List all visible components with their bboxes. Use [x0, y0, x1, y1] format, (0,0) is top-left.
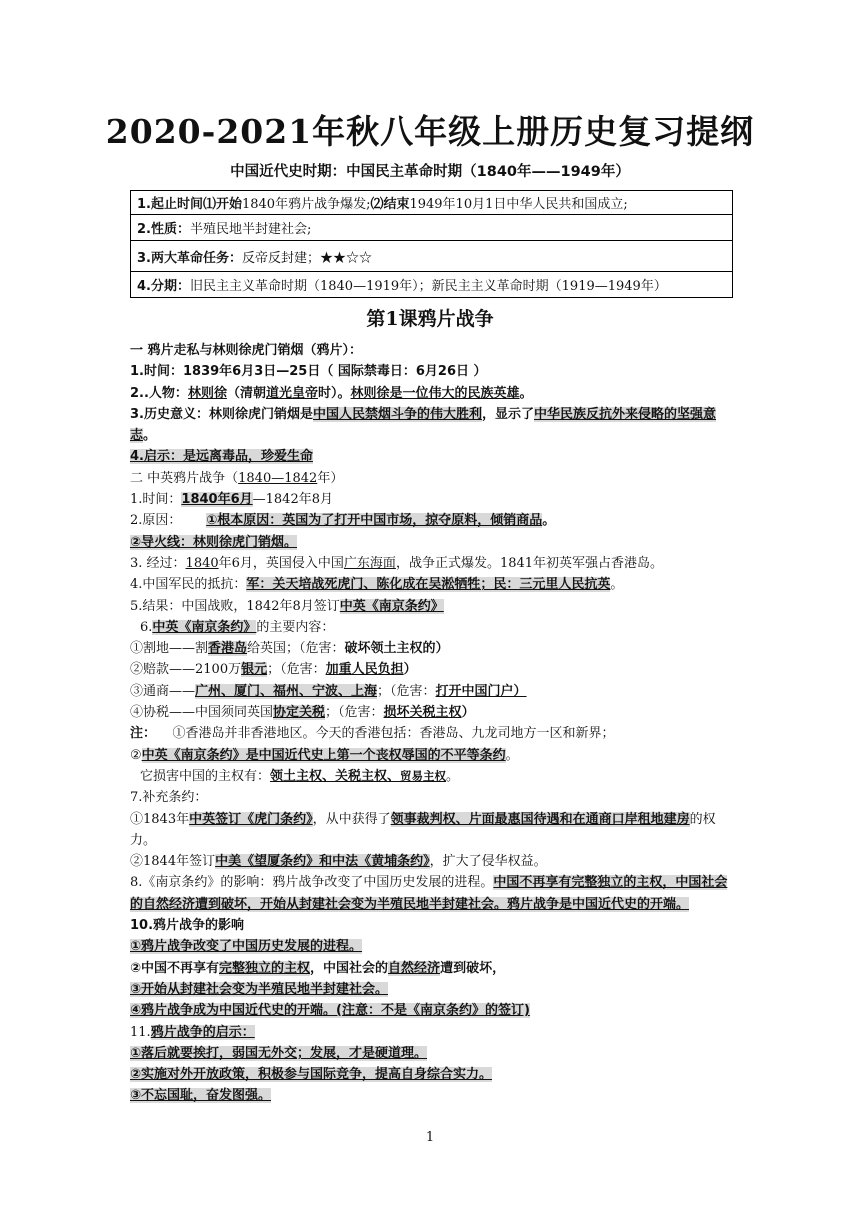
s2-cause-root: 2.原因： ①根本原因：英国为了打开中国市场，掠夺原料，倾销商品。: [130, 513, 556, 529]
s2-time: 1.时间：1840年6月—1842年8月: [130, 492, 333, 508]
s2-lessons-heading: 11.鸦片战争的启示：: [130, 1024, 255, 1040]
page-number: 1: [425, 1130, 435, 1145]
s2-term-tariff: ④协税——中国须同英国协定关税；（危害：损坏关税主权）: [130, 705, 475, 721]
summary-row-nature: [131, 215, 733, 241]
s2-supplementary-heading: 7.补充条约：: [130, 790, 208, 806]
s2-term-indemnity: ②赔款——2100万银元；（危害：加重人民负担）: [130, 662, 417, 678]
s1-significance: 3.历史意义：林则徐虎门销烟是中国人民禁烟斗争的伟大胜利，显示了中华民族反抗外来侵略的坚强意志。: [130, 406, 717, 444]
lesson-title: 第1课鸦片战争: [366, 308, 494, 330]
s1-person: 2..人物：林则徐（清朝道光皇帝时）。林则徐是一位伟大的民族英雄。: [130, 385, 533, 401]
s2-term-cession: ①割地——割香港岛给英国；（危害：破坏领土主权的）: [130, 641, 449, 657]
summary-time-end: 1949年10月1日中华人民共和国成立;: [409, 197, 628, 212]
s2-resistance: 4.中国军民的抵抗：军：关天培战死虎门、陈化成在吴淞牺牲；民：三元里人民抗英。: [130, 577, 624, 593]
s2-process: 3. 经过：1840年6月，英国侵入中国广东海面，战争正式爆发。1841年初英军强占香港岛。: [130, 555, 664, 571]
s2-term-trade: ③通商——广州、厦门、福州、宁波、上海；（危害：打开中国门户）: [130, 683, 527, 699]
s2-effects-heading: 10.鸦片战争的影响: [130, 918, 245, 934]
s1-lesson: 4.启示：是远离毒品，珍爱生命: [130, 449, 313, 465]
summary-row-periods: [131, 272, 733, 298]
section2-heading: 二 中英鸦片战争（1840—1842年）: [130, 470, 344, 486]
s2-sovereignty-harm: 它损害中国的主权有：领土主权、关税主权、贸易主权。: [140, 768, 460, 784]
summary-table: [130, 190, 733, 298]
s2-effect-4: ④鸦片战争成为中国近代史的开端。(注意：不是《南京条约》的签订): [130, 1003, 530, 1019]
summary-tasks-text: 反帝反封建；★★☆☆: [241, 250, 372, 266]
summary-periods-label: 4.分期：: [137, 279, 190, 294]
section1-heading: 一 鸦片走私与林则徐虎门销烟（鸦片）：: [130, 343, 363, 358]
summary-tasks-label: 3.两大革命任务：: [137, 250, 242, 266]
summary-periods-text: 旧民主主义革命时期（1840—1919年）；新民主主义革命时期（1919—1949年）: [189, 279, 667, 294]
s2-result: 5.结果：中国战败，1842年8月签订中英《南京条约》: [130, 598, 444, 614]
summary-time-end-label: ⑵结束: [370, 197, 410, 212]
s2-effect-3: ③开始从封建社会变为半殖民地半封建社会。: [130, 981, 389, 997]
summary-nature-text: 半殖民地半封建社会;: [189, 222, 312, 237]
summary-time-label: 1.起止时间⑴开始: [137, 197, 242, 212]
s2-effect-2: ②中国不再享有完整独立的主权，中国社会的自然经济遭到破坏，: [130, 960, 506, 976]
s2-lesson-1: ①落后就要挨打，弱国无外交；发展，才是硬道理。: [130, 1045, 428, 1061]
summary-row-tasks: [131, 241, 733, 272]
s2-supplementary-1844: ②1844年签订中美《望厦条约》和中法《黄埔条约》，扩大了侵华权益。: [130, 854, 547, 870]
s2-note-treaty: ②中英《南京条约》是中国近代史上第一个丧权辱国的不平等条约。: [130, 747, 519, 763]
s2-nanjing-influence: 8.《南京条约》的影响：鸦片战争改变了中国历史发展的进程。中国不再享有完整独立的主权，中国社会的自然经济遭到破坏，开始从封建社会变为半殖民地半封建社会。鸦片战争是中国近代史的开端。: [130, 875, 728, 912]
lesson-content: [130, 340, 735, 1107]
summary-nature-label: 2.性质：: [137, 222, 190, 237]
s2-effect-1: ①鸦片战争改变了中国历史发展的进程。: [130, 939, 363, 955]
page-subtitle: 中国近代史时期：中国民主革命时期（1840年——1949年）: [230, 164, 630, 180]
s2-nanjing-heading: 6.中英《南京条约》的主要内容：: [140, 619, 335, 635]
s2-lesson-3: ③不忘国耻，奋发图强。: [130, 1088, 272, 1104]
s2-cause-trigger: ②导火线：林则徐虎门销烟。: [130, 534, 298, 550]
summary-row-time: [131, 191, 733, 215]
s2-lesson-2: ②实施对外开放政策，积极参与国际竞争，提高自身综合实力。: [130, 1067, 493, 1083]
s2-note-hongkong: 注： ①香港岛并非香港地区。今天的香港包括：香港岛、九龙司地方一区和新界；: [130, 726, 615, 742]
summary-time-start: 1840年鸦片战争爆发;: [241, 197, 371, 212]
s2-supplementary-1843: ①1843年中英签订《虎门条约》，从中获得了领事裁判权、片面最惠国待遇和在通商口岸租地建房的权力。: [130, 811, 716, 848]
page-title: 2020-2021年秋八年级上册历史复习提纲: [105, 112, 755, 151]
s1-time: 1.时间：1839年6月3日—25日（ 国际禁毒日：6月26日 ）: [130, 364, 487, 380]
